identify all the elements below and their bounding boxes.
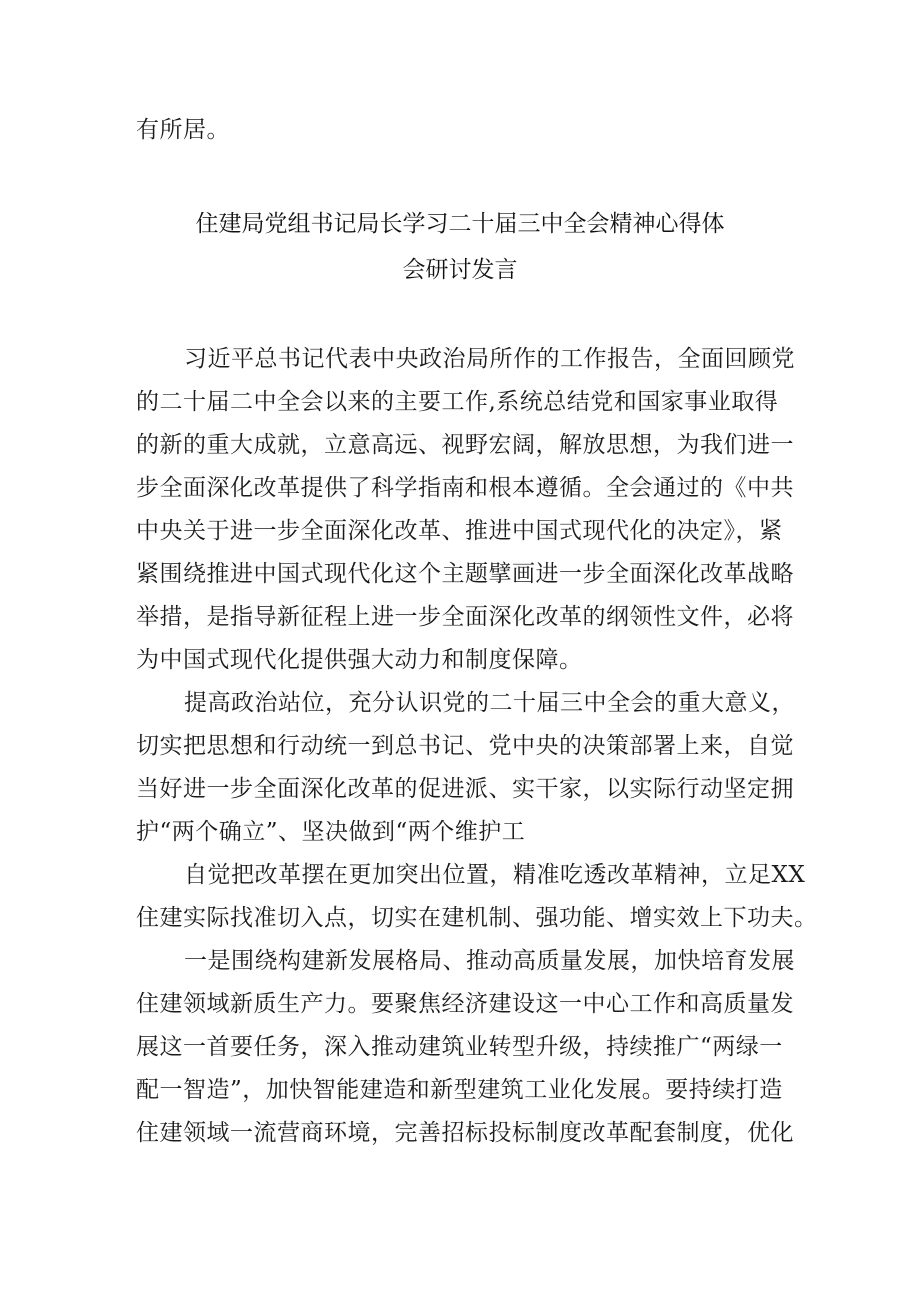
body-line: 自觉把改革摆在更加突出位置，精准吃透改革精神，立足XX — [184, 862, 806, 888]
body-line: 步全面深化改革提供了科学指南和根本遵循。全会通过的《中共 — [136, 475, 794, 501]
body-line: 举措，是指导新征程上进一步全面深化改革的纲领性文件，必将 — [136, 604, 794, 630]
body-line: 中央关于进一步全面深化改革、推进中国式现代化的决定》，紧 — [136, 518, 783, 544]
body-line: 的二十届二中全会以来的主要工作,系统总结党和国家事业取得 — [136, 389, 779, 415]
body-line: 的新的重大成就，立意高远、视野宏阔，解放思想，为我们进一 — [136, 432, 794, 458]
body-line: 一是围绕构建新发展格局、推动高质量发展，加快培育发展 — [184, 948, 795, 974]
body-line: 住建实际找准切入点，切实在建机制、强功能、增实效上下功夫。 — [136, 905, 818, 931]
body-line: 护“两个确立”、坚决做到“两个维护工 — [136, 819, 526, 845]
previous-section-tail: 有所居。 — [136, 117, 230, 143]
body-line: 住建领域一流营商环境，完善招标投标制度改革配套制度，优化 — [136, 1120, 794, 1146]
article-title-line-1: 住建局党组书记局长学习二十届三中全会精神心得体 — [195, 211, 725, 237]
body-line: 为中国式现代化提供强大动力和制度保障。 — [136, 647, 583, 673]
body-line: 配一智造”，加快智能建造和新型建筑工业化发展。要持续打造 — [136, 1077, 783, 1103]
body-line: 习近平总书记代表中央政治局所作的工作报告，全面回顾党 — [184, 346, 795, 372]
body-line: 住建领域新质生产力。要聚焦经济建设这一中心工作和高质量发 — [136, 991, 794, 1017]
article-title-line-2: 会研讨发言 — [402, 257, 518, 283]
body-line: 展这一首要任务，深入推动建筑业转型升级，持续推广“两绿一 — [136, 1034, 783, 1060]
body-line: 紧围绕推进中国式现代化这个主题擘画进一步全面深化改革战略 — [136, 561, 794, 587]
body-line: 当好进一步全面深化改革的促进派、实干家，以实际行动坚定拥 — [136, 776, 794, 802]
body-line: 切实把思想和行动统一到总书记、党中央的决策部署上来，自觉 — [136, 733, 794, 759]
body-line: 提高政治站位，充分认识党的二十届三中全会的重大意义， — [184, 690, 795, 716]
